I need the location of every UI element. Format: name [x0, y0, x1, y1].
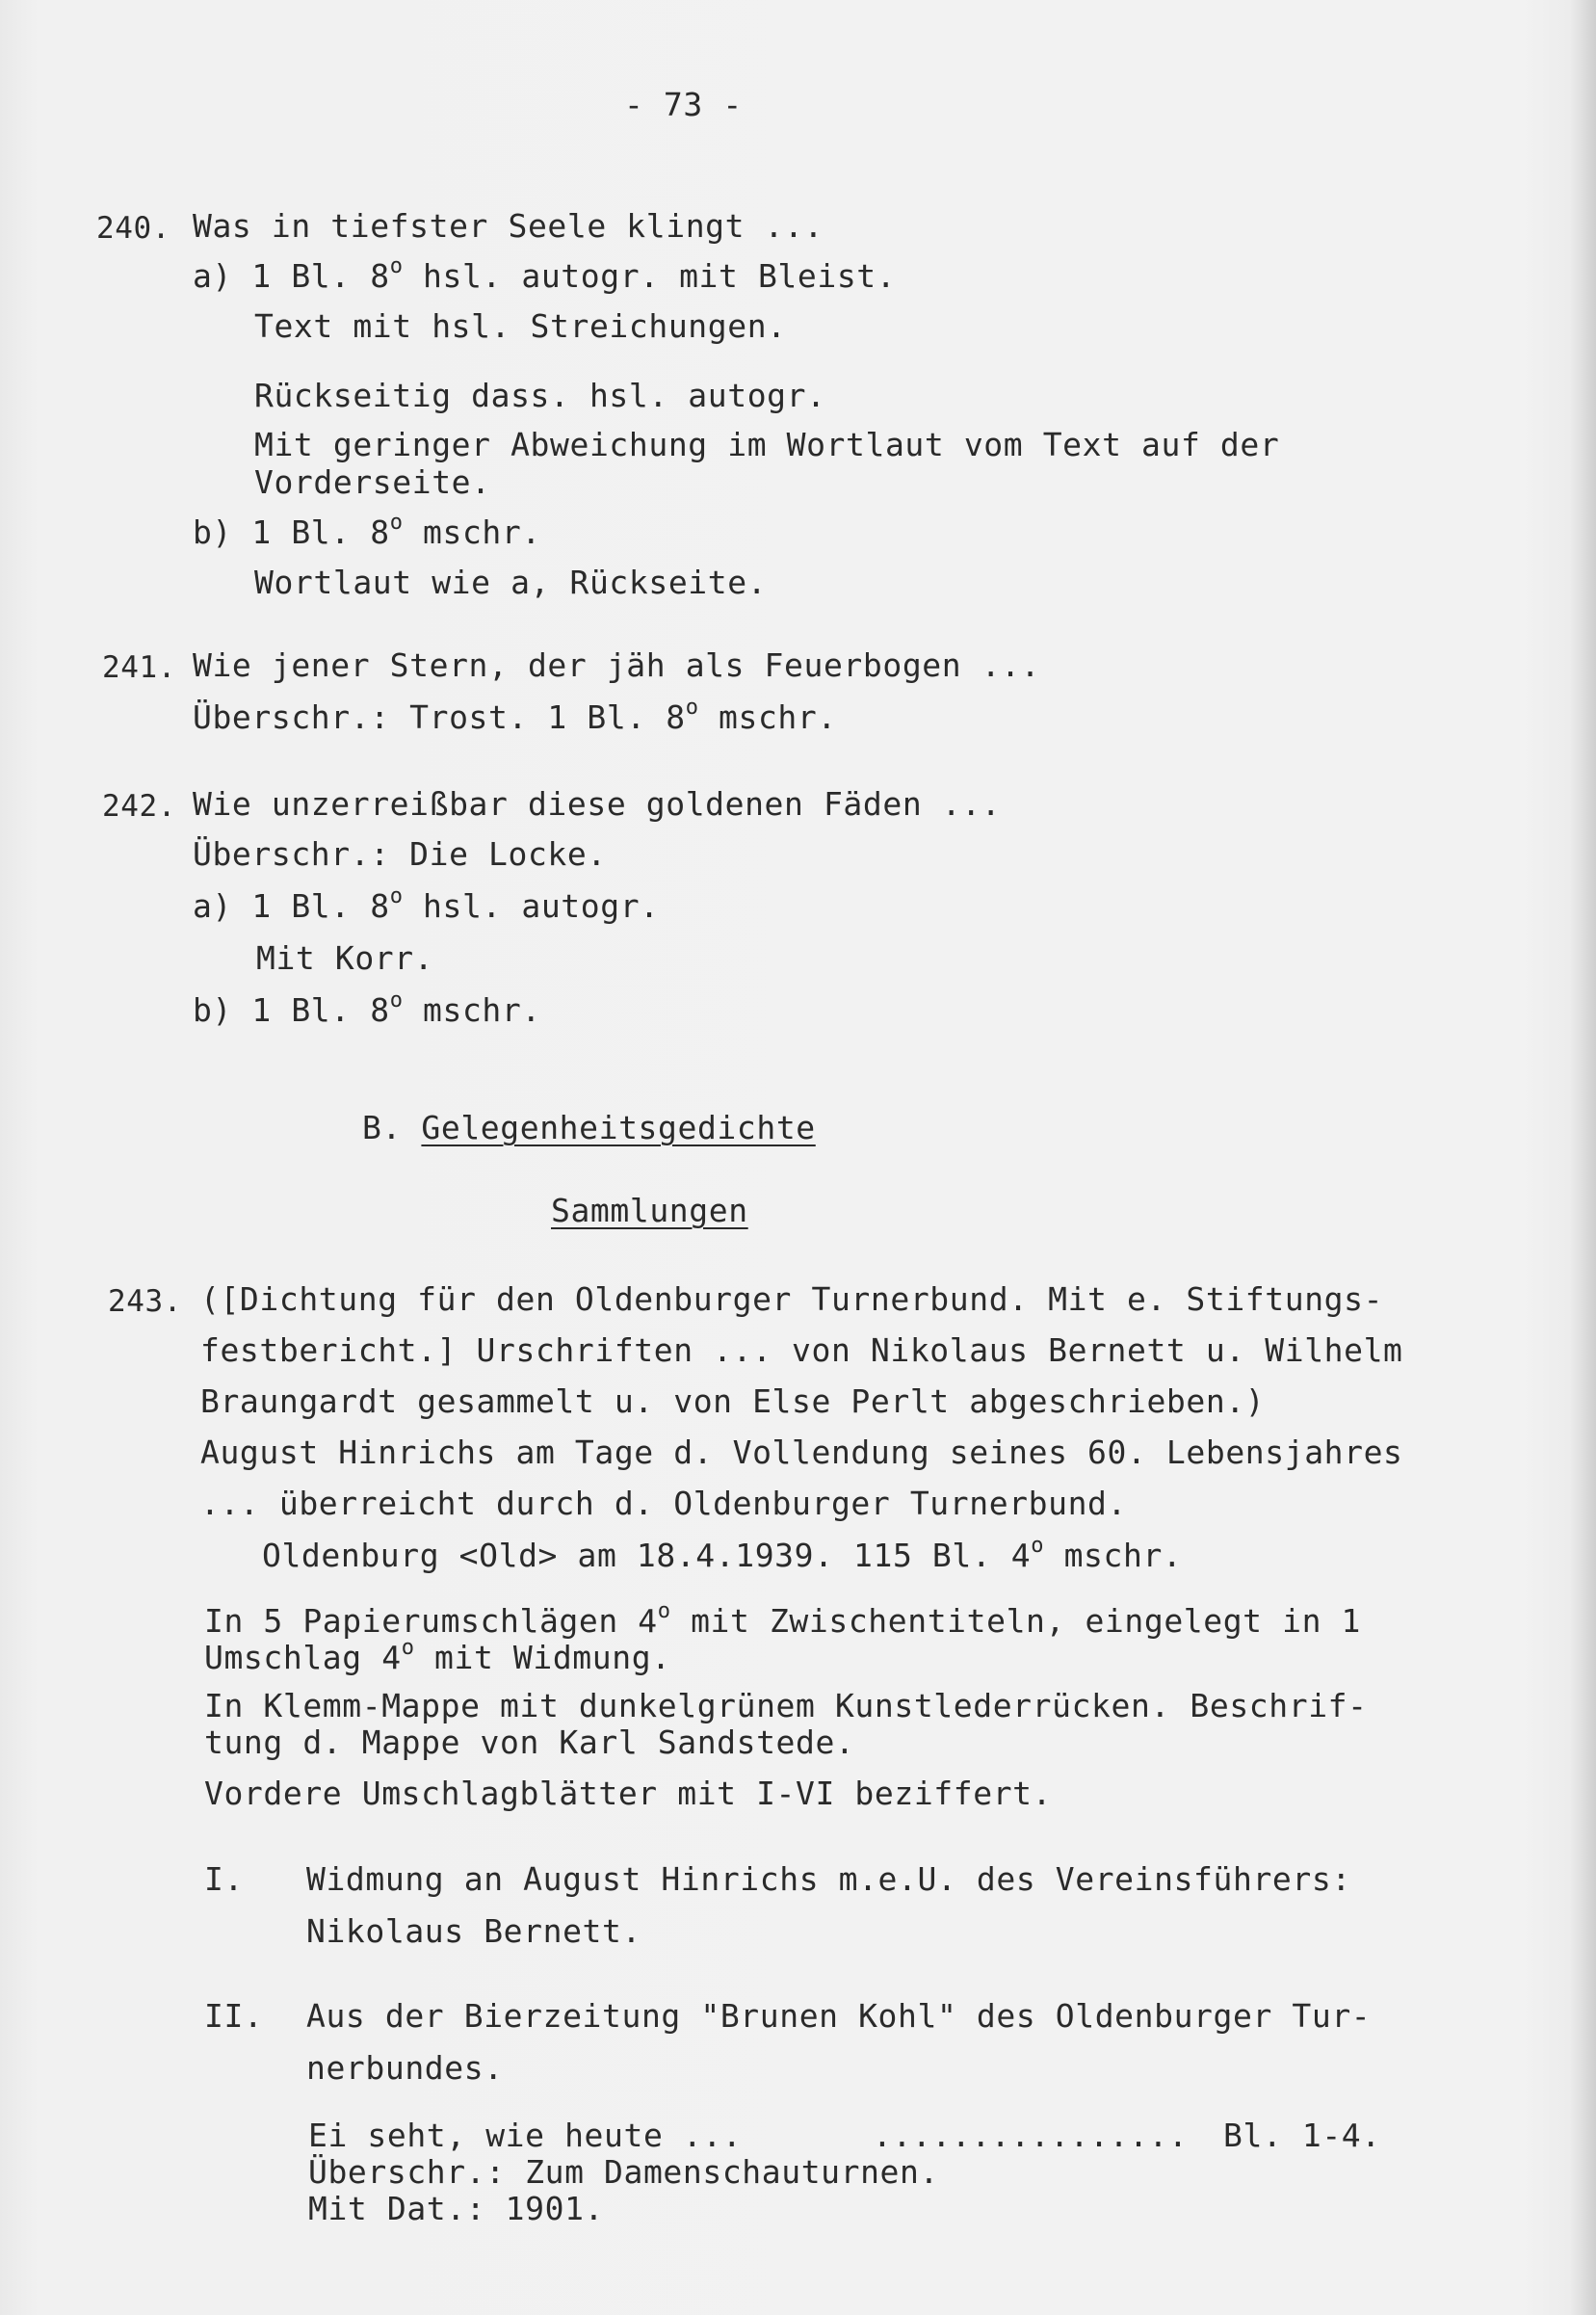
- entry-243-line4: August Hinrichs am Tage d. Vollendung seines 60. Lebensjahres: [200, 1434, 1403, 1471]
- entry-240-reverse: Rückseitig dass. hsl. autogr.: [254, 377, 826, 414]
- entry-241-number: 241.: [102, 650, 177, 685]
- entry-243-note3: Vordere Umschlagblätter mit I-VI beziffert.: [204, 1775, 1053, 1812]
- entry-240-variant-a: a) 1 Bl. 8$^o$ hsl. autogr. mit Bleist.: [193, 254, 897, 295]
- page-number: - 73 -: [624, 86, 743, 123]
- entry-243-part-ii-item-date: Mit Dat.: 1901.: [308, 2190, 605, 2227]
- entry-243-line3: Braungardt gesammelt u. von Else Perlt abgeschrieben.): [200, 1382, 1266, 1420]
- entry-243-part-i-line2: Nikolaus Bernett.: [306, 1912, 641, 1950]
- entry-240-number: 240.: [96, 211, 171, 246]
- entry-243-part-ii-item-ref: Bl. 1-4.: [1223, 2117, 1381, 2154]
- entry-243-part-ii-line1: Aus der Bierzeitung "Brunen Kohl" des Oldenburger Tur-: [306, 1997, 1372, 2035]
- entry-240-title: Was in tiefster Seele klingt ...: [193, 207, 824, 245]
- section-title: Gelegenheitsgedichte: [421, 1109, 816, 1146]
- entry-240-reverse-note-line2: Vorderseite.: [254, 463, 491, 501]
- entry-240-variant-b-note: Wortlaut wie a, Rückseite.: [254, 564, 768, 601]
- entry-241-title: Wie jener Stern, der jäh als Feuerbogen ...: [193, 646, 1041, 684]
- entry-243-part-ii-line2: nerbundes.: [306, 2049, 504, 2087]
- entry-243-note1-line1: In 5 Papierumschlägen 4$^o$ mit Zwischentiteln, eingelegt in 1: [204, 1599, 1361, 1640]
- entry-242-heading: Überschr.: Die Locke.: [193, 835, 607, 873]
- entry-243-line2: festbericht.] Urschriften ... von Nikolaus Bernett u. Wilhelm: [200, 1331, 1403, 1369]
- entry-243-line1: ([Dichtung für den Oldenburger Turnerbund. Mit e. Stiftungs-: [200, 1280, 1384, 1318]
- entry-241-heading: Überschr.: Trost. 1 Bl. 8$^o$ mschr.: [193, 696, 837, 736]
- entry-242-number: 242.: [102, 789, 177, 824]
- section-subtitle: Sammlungen: [551, 1192, 748, 1229]
- entry-243-number: 243.: [108, 1284, 183, 1319]
- entry-243-part-ii-item-leader: ................: [873, 2117, 1189, 2154]
- entry-240-variant-b: b) 1 Bl. 8$^o$ mschr.: [193, 511, 541, 551]
- entry-243-part-ii-number: II.: [204, 1997, 264, 2035]
- entry-243-note2-line2: tung d. Mappe von Karl Sandstede.: [204, 1723, 855, 1761]
- entry-243-note1-line2: Umschlag 4$^o$ mit Widmung.: [204, 1636, 671, 1676]
- entry-242-variant-a-note: Mit Korr.: [256, 939, 434, 977]
- section-heading: [362, 1110, 816, 1146]
- entry-243-imprint: Oldenburg <Old> am 18.4.1939. 115 Bl. 4$^o$ mschr.: [262, 1534, 1183, 1574]
- entry-243-line5: ... überreicht durch d. Oldenburger Turnerbund.: [200, 1485, 1127, 1522]
- entry-240-variant-a-note: Text mit hsl. Streichungen.: [254, 307, 787, 345]
- entry-242-variant-b: b) 1 Bl. 8$^o$ mschr.: [193, 988, 541, 1029]
- entry-243-part-ii-item-heading: Überschr.: Zum Damenschauturnen.: [308, 2153, 939, 2191]
- entry-243-part-i-number: I.: [204, 1860, 244, 1898]
- section-letter: B.: [362, 1109, 402, 1146]
- entry-243-note2-line1: In Klemm-Mappe mit dunkelgrünem Kunstlederrücken. Beschrif-: [204, 1687, 1368, 1724]
- entry-243-part-i-line1: Widmung an August Hinrichs m.e.U. des Vereinsführers:: [306, 1860, 1351, 1898]
- entry-242-variant-a: a) 1 Bl. 8$^o$ hsl. autogr.: [193, 884, 660, 925]
- entry-240-reverse-note-line1: Mit geringer Abweichung im Wortlaut vom Text auf der: [254, 426, 1280, 463]
- entry-243-part-ii-item-title: Ei seht, wie heute ...: [308, 2117, 743, 2154]
- entry-242-title: Wie unzerreißbar diese goldenen Fäden ...: [193, 785, 1002, 823]
